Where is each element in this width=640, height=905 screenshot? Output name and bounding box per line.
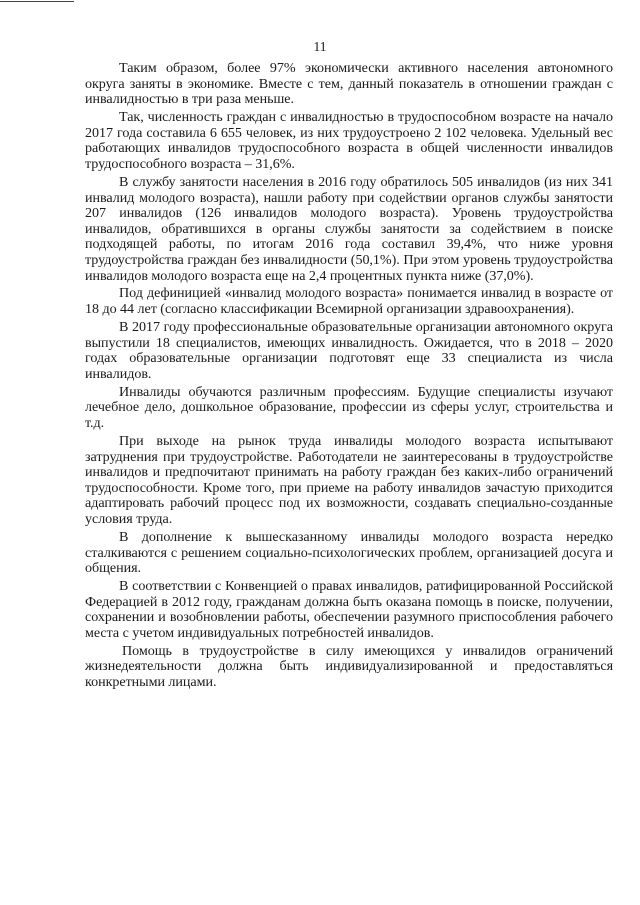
paragraph-3: В службу занятости населения в 2016 году обратилось 505 инвалидов (из них 341 инвалид молодого возраста), нашли работу при содействии органов службы занятости 207 инвалидов (126 инвалидов молодого возраста). Уровень трудоустройства инвалидов, обратившихся в органы службы занятости за содействием в поиске подходящей работы, по итогам 2016 года составил 39,4%, что ниже уровня трудоустройства граждан без инвалидности (50,1%). При этом уровень трудоустройства инвалидов молодого возраста еще на 2,4 процентных пункта ниже (37,0%). bbox=[85, 173, 613, 284]
paragraph-7: При выходе на рынок труда инвалиды молодого возраста испытывают затруднения при трудоустройстве. Работодатели не заинтересованы в трудоустройстве инвалидов и предпочитают принимать на работу граждан без каких-либо ограничений трудоспособности. Кроме того, при приеме на работу инвалидов зачастую приходится адаптировать рабочий процесс под их возможности, создавать специально-созданные условия труда. bbox=[85, 433, 613, 527]
page-number: 11 bbox=[313, 39, 327, 54]
paragraph-4: Под дефиницией «инвалид молодого возраста» понимается инвалид в возрасте от 18 до 44 лет (согласно классификации Всемирной организации здравоохранения). bbox=[85, 285, 613, 318]
paragraph-1: Таким образом, более 97% экономически активного населения автономного округа заняты в экономике. Вместе с тем, данный показатель в отношении граждан с инвалидностью в три раза меньше. bbox=[85, 60, 613, 108]
paragraph-8: В дополнение к вышесказанному инвалиды молодого возраста нередко сталкиваются с решением социально-психологических проблем, организацией досуга и общения. bbox=[85, 528, 613, 577]
paragraph-2: Так, численность граждан с инвалидностью в трудоспособном возрасте на начало 2017 года составила 6 655 человек, из них трудоустроено 2 102 человека. Удельный вес работающих инвалидов трудоспособного возраста в общей численности инвалидов трудоспособного возраста – 31,6%. bbox=[85, 109, 613, 172]
document-body bbox=[85, 61, 613, 693]
paragraph-6: Инвалиды обучаются различным профессиям. Будущие специалисты изучают лечебное дело, дошкольное образование, профессии из сферы услуг, строительства и т.д. bbox=[85, 383, 613, 432]
paragraph-9: В соответствии с Конвенцией о правах инвалидов, ратифицированной Российской Федерацией в 2012 году, гражданам должна быть оказана помощь в поиске, получении, сохранении и возобновлении работы, обеспечении разумного приспособления рабочего места с учетом индивидуальных потребностей инвалидов. bbox=[85, 578, 613, 641]
paragraph-10: Помощь в трудоустройстве в силу имеющихся у инвалидов ограничений жизнедеятельности должна быть индивидуализированной и предоставляться конкретными лицами. bbox=[85, 642, 613, 691]
corner-scan-mark bbox=[0, 1, 74, 2]
paragraph-5: В 2017 году профессиональные образовательные организации автономного округа выпустили 18 специалистов, имеющих инвалидность. Ожидается, что в 2018 – 2020 годах образовательные организации подготовят еще 33 специалиста из числа инвалидов. bbox=[85, 319, 613, 382]
